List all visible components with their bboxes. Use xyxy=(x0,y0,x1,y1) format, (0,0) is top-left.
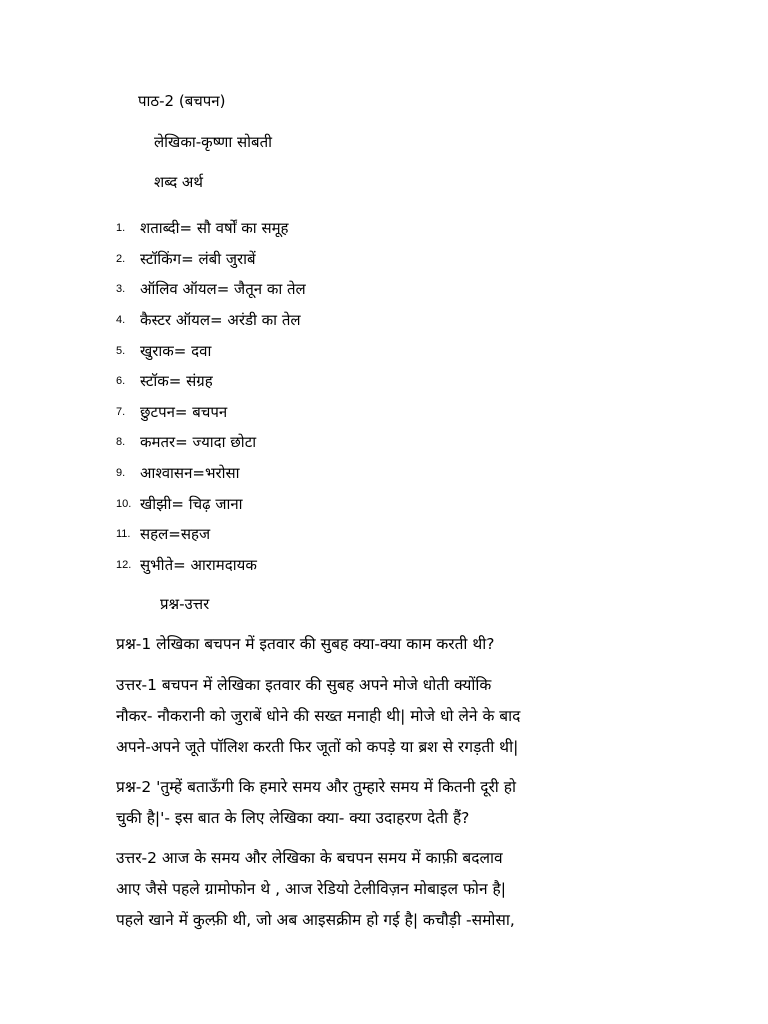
answer-2-line: पहले खाने में कुल्फ़ी थी, जो अब आइसक्रीम हो गई है| कचौड़ी -समोसा, xyxy=(116,911,515,929)
question-2-line: चुकी है|'- इस बात के लिए लेखिका क्या- क्या उदाहरण देती हैं? xyxy=(116,809,470,827)
list-item xyxy=(116,427,306,458)
list-number: 8. xyxy=(116,436,126,449)
list-number: 12. xyxy=(116,558,132,571)
list-item xyxy=(116,397,306,428)
list-text: सहल=सहज xyxy=(140,525,211,544)
list-text: कमतर= ज्यादा छोटा xyxy=(140,433,257,452)
answer-1 xyxy=(116,670,520,763)
vocabulary-heading: शब्द अर्थ xyxy=(154,173,203,191)
list-item xyxy=(116,213,306,244)
list-text: शताब्दी= सौ वर्षों का समूह xyxy=(140,219,289,238)
list-item xyxy=(116,550,306,581)
answer-2 xyxy=(116,843,515,936)
list-item xyxy=(116,488,306,519)
list-item xyxy=(116,366,306,397)
list-number: 5. xyxy=(116,344,126,357)
qa-heading: प्रश्न-उत्तर xyxy=(160,595,210,613)
list-text: कैस्टर ऑयल= अरंडी का तेल xyxy=(140,311,301,330)
list-number: 1. xyxy=(116,222,126,235)
list-number: 7. xyxy=(116,405,126,418)
answer-1-line: उत्तर-1 बचपन में लेखिका इतवार की सुबह अपने मोजे धोती क्योंकि xyxy=(116,676,492,694)
chapter-title: पाठ-2 (बचपन) xyxy=(138,92,226,110)
list-number: 9. xyxy=(116,467,126,480)
list-number: 11. xyxy=(116,528,131,541)
question-2 xyxy=(116,772,516,834)
list-item xyxy=(116,519,306,550)
list-text: आश्वासन=भरोसा xyxy=(140,464,240,483)
list-text: खीझी= चिढ़ जाना xyxy=(140,494,243,513)
author-line: लेखिका-कृष्णा सोबती xyxy=(154,133,273,151)
answer-2-line: उत्तर-2 आज के समय और लेखिका के बचपन समय में काफ़ी बदलाव xyxy=(116,849,503,867)
list-number: 10. xyxy=(116,497,132,510)
list-text: सुभीते= आरामदायक xyxy=(140,555,257,574)
list-number: 3. xyxy=(116,283,126,296)
answer-1-line: अपने-अपने जूते पॉलिश करती फिर जूतों को कपड़े या ब्रश से रगड़ती थी| xyxy=(116,738,519,756)
list-item xyxy=(116,305,306,336)
list-item xyxy=(116,335,306,366)
list-item xyxy=(116,458,306,489)
list-number: 4. xyxy=(116,314,126,327)
list-text: खुराक= दवा xyxy=(140,341,212,360)
list-text: छुटपन= बचपन xyxy=(140,402,228,421)
question-1 xyxy=(116,629,495,660)
list-item xyxy=(116,274,306,305)
list-number: 6. xyxy=(116,375,126,388)
answer-2-line: आए जैसे पहले ग्रामोफोन थे , आज रेडियो टेलीविज़न मोबाइल फोन है| xyxy=(116,880,506,898)
question-2-line: प्रश्न-2 'तुम्हें बताऊँगी कि हमारे समय और तुम्हारे समय में कितनी दूरी हो xyxy=(116,778,516,796)
vocabulary-list xyxy=(116,213,306,580)
list-item xyxy=(116,244,306,275)
answer-1-line: नौकर- नौकरानी को जुराबें धोने की सख्त मनाही थी| मोजे धो लेने के बाद xyxy=(116,707,521,725)
list-text: स्टॉक= संग्रह xyxy=(140,372,213,391)
list-number: 2. xyxy=(116,252,126,265)
question-1-line: प्रश्न-1 लेखिका बचपन में इतवार की सुबह क्या-क्या काम करती थी? xyxy=(116,635,495,653)
list-text: स्टॉकिंग= लंबी जुराबें xyxy=(140,249,256,268)
list-text: ऑलिव ऑयल= जैतून का तेल xyxy=(140,280,306,299)
